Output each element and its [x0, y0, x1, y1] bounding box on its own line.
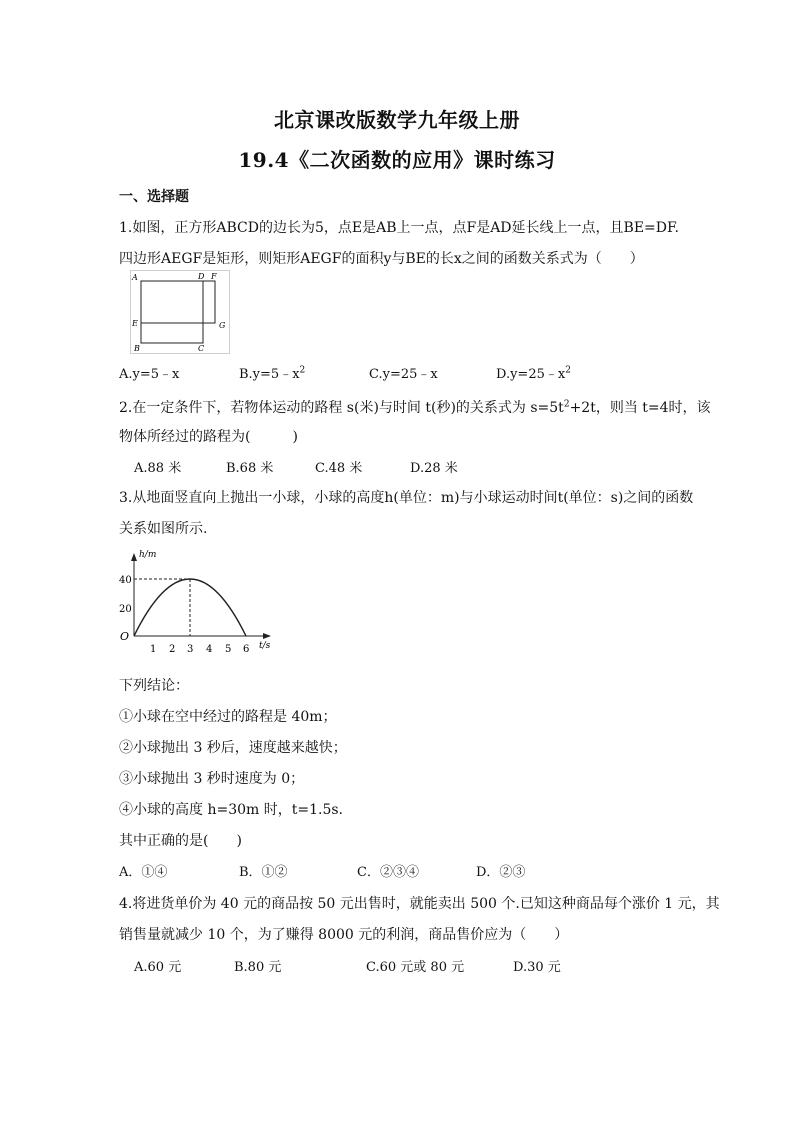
x-tick-2: 2 — [169, 644, 176, 655]
document-subtitle: 19.4《二次函数的应用》课时练习 — [238, 148, 556, 172]
q4-option-b: B.80 元 — [234, 960, 282, 975]
q3-option-a: A．①④ — [119, 865, 168, 880]
q2-option-b: B.68 米 — [226, 461, 274, 476]
q1-option-a: A.y=5﹣x — [119, 367, 180, 382]
q1-text-line2: 四边形AEGF是矩形，则矩形AEGF的面积y与BE的长x之间的函数关系式为（ ） — [119, 251, 644, 267]
label-g: G — [219, 321, 226, 330]
q1-option-c: C.y=25﹣x — [369, 367, 438, 382]
y-axis-arrow — [131, 553, 137, 561]
q3-conclusion-4: ④小球的高度 h=30m 时，t=1.5s. — [119, 802, 343, 818]
label-d: D — [198, 272, 205, 281]
q1-option-b: $B.y=5﹣x^2$ — [239, 365, 306, 382]
document-title: 北京课改版数学九年级上册 — [274, 108, 520, 132]
q3-parabola-graph — [117, 548, 277, 660]
q2-text-line2: 物体所经过的路程为( ) — [119, 429, 298, 445]
q3-conclusion-2: ②小球抛出 3 秒后，速度越来越快； — [119, 740, 347, 756]
q2-option-a: A.88 米 — [134, 461, 182, 476]
q4-text-line1: 4.将进货单价为 40 元的商品按 50 元出售时，就能卖出 500 个.已知这种商品每个涨价 1 元，其 — [119, 896, 720, 912]
q4-option-d: D.30 元 — [513, 960, 561, 975]
q4-text-line2: 销售量就减少 10 个，为了赚得 8000 元的利润，商品售价应为（ ） — [119, 927, 569, 943]
x-tick-6: 6 — [243, 644, 250, 655]
y-tick-40: 40 — [119, 575, 132, 586]
q3-text-line1: 3.从地面竖直向上抛出一小球，小球的高度h(单位：m)与小球运动时间t(单位：s)之间的函数 — [119, 490, 694, 506]
rectangle-aegf — [141, 281, 215, 323]
q3-prompt: 其中正确的是( ) — [119, 833, 242, 849]
label-e: E — [132, 319, 138, 328]
square-abcd — [141, 281, 203, 343]
q3-option-d: D．②③ — [476, 865, 526, 880]
q1-square-figure — [130, 270, 230, 354]
q3-option-c: C．②③④ — [357, 865, 419, 880]
origin-label: O — [120, 630, 130, 643]
x-tick-4: 4 — [206, 644, 213, 655]
label-f: F — [211, 272, 217, 281]
q1-option-d: $D.y=25﹣x^2$ — [496, 365, 571, 382]
label-c: C — [198, 344, 205, 353]
x-axis-arrow — [263, 633, 271, 639]
y-axis-label: h/m — [139, 550, 157, 560]
q3-text-line2: 关系如图所示. — [119, 521, 208, 537]
label-b: B — [134, 344, 140, 353]
y-tick-20: 20 — [119, 604, 132, 615]
q4-option-c: C.60 元或 80 元 — [366, 960, 465, 975]
q3-conclusion-3: ③小球抛出 3 秒时速度为 0； — [119, 771, 305, 787]
q3-conclusions-intro: 下列结论： — [119, 678, 189, 694]
q4-option-a: A.60 元 — [134, 960, 182, 975]
section-heading: 一、选择题 — [119, 189, 189, 205]
x-axis-label: t/s — [259, 641, 271, 651]
height-curve — [134, 579, 246, 636]
q1-text-line1: 1.如图，正方形ABCD的边长为5，点E是AB上一点，点F是AD延长线上一点，且BE=DF. — [119, 220, 679, 236]
x-tick-3: 3 — [187, 644, 194, 655]
q2-option-d: D.28 米 — [410, 461, 458, 476]
x-tick-5: 5 — [225, 644, 232, 655]
q2-option-c: C.48 米 — [315, 461, 363, 476]
q3-conclusion-1: ①小球在空中经过的路程是 40m； — [119, 709, 337, 725]
q2-text-line1: 2.在一定条件下，若物体运动的路程 s(米)与时间 t(秒)的关系式为 $s=5t^2+2t$，则当 t=4时，该 — [119, 399, 711, 416]
label-a: A — [132, 273, 138, 282]
q3-option-b: B．①② — [239, 865, 288, 880]
x-tick-1: 1 — [150, 644, 157, 655]
